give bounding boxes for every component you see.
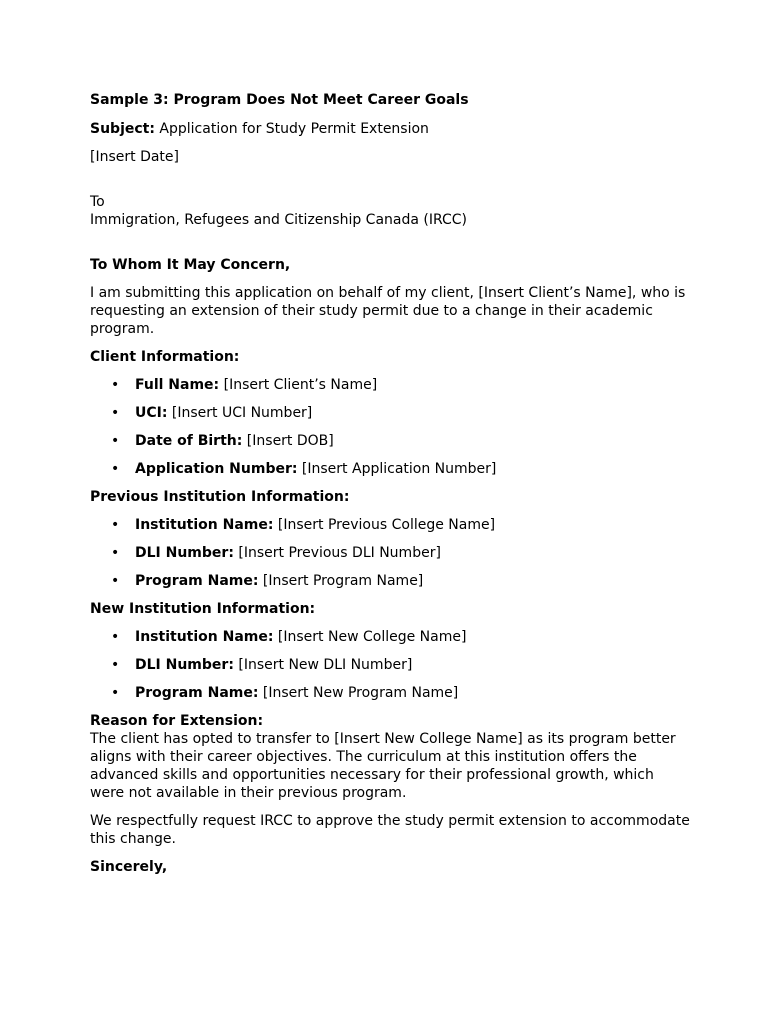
field-value: [Insert Previous College Name] xyxy=(273,517,496,533)
previous-institution-list xyxy=(90,516,690,590)
list-item xyxy=(135,460,690,478)
intro-paragraph: I am submitting this application on behalf of my client, [Insert Client’s Name], who is requesting an extension of their study permit due to a change in their academic program. xyxy=(90,285,686,337)
field-value: [Insert Previous DLI Number] xyxy=(233,545,441,561)
client-info-list xyxy=(90,376,690,478)
field-value: [Insert Client’s Name] xyxy=(219,377,378,393)
closing: Sincerely, xyxy=(90,859,168,875)
salutation: To Whom It May Concern, xyxy=(90,257,291,273)
list-item xyxy=(135,656,690,674)
field-label: Application Number: xyxy=(135,461,298,477)
recipient-name: Immigration, Refugees and Citizenship Canada (IRCC) xyxy=(90,212,468,228)
field-label: Date of Birth: xyxy=(135,433,243,449)
field-value: [Insert New DLI Number] xyxy=(233,657,413,673)
field-label: Program Name: xyxy=(135,685,259,701)
field-label: Institution Name: xyxy=(135,629,274,645)
reason-paragraph: The client has opted to transfer to [Insert New College Name] as its program better aligns with their career objectives. The curriculum at this institution offers the advanced skills and opportunities necessary for their professional growth, which were not available in their previous program. xyxy=(90,731,676,801)
client-info-heading: Client Information: xyxy=(90,349,240,365)
letter-title: Sample 3: Program Does Not Meet Career Goals xyxy=(90,92,469,108)
field-value: [Insert New College Name] xyxy=(273,629,467,645)
field-value: [Insert New Program Name] xyxy=(258,685,459,701)
subject-text: Application for Study Permit Extension xyxy=(154,121,429,137)
list-item xyxy=(135,376,690,394)
field-label: DLI Number: xyxy=(135,657,234,673)
new-institution-heading: New Institution Information: xyxy=(90,601,316,617)
letter-document xyxy=(90,91,690,876)
field-value: [Insert UCI Number] xyxy=(167,405,313,421)
field-label: Program Name: xyxy=(135,573,259,589)
field-label: Full Name: xyxy=(135,377,220,393)
request-paragraph: We respectfully request IRCC to approve the study permit extension to accommodate this change. xyxy=(90,813,690,847)
reason-heading: Reason for Extension: xyxy=(90,713,264,729)
previous-institution-heading: Previous Institution Information: xyxy=(90,489,350,505)
list-item xyxy=(135,516,690,534)
to-label: To xyxy=(90,194,105,210)
list-item xyxy=(135,404,690,422)
subject-label: Subject: xyxy=(90,121,155,137)
field-label: DLI Number: xyxy=(135,545,234,561)
field-value: [Insert Application Number] xyxy=(297,461,497,477)
list-item xyxy=(135,544,690,562)
list-item xyxy=(135,684,690,702)
field-label: UCI: xyxy=(135,405,168,421)
list-item xyxy=(135,628,690,646)
field-value: [Insert DOB] xyxy=(242,433,334,449)
subject-line xyxy=(90,120,690,138)
field-label: Institution Name: xyxy=(135,517,274,533)
letter-date: [Insert Date] xyxy=(90,149,179,165)
list-item xyxy=(135,432,690,450)
new-institution-list xyxy=(90,628,690,702)
recipient-block xyxy=(90,193,690,229)
field-value: [Insert Program Name] xyxy=(258,573,424,589)
list-item xyxy=(135,572,690,590)
